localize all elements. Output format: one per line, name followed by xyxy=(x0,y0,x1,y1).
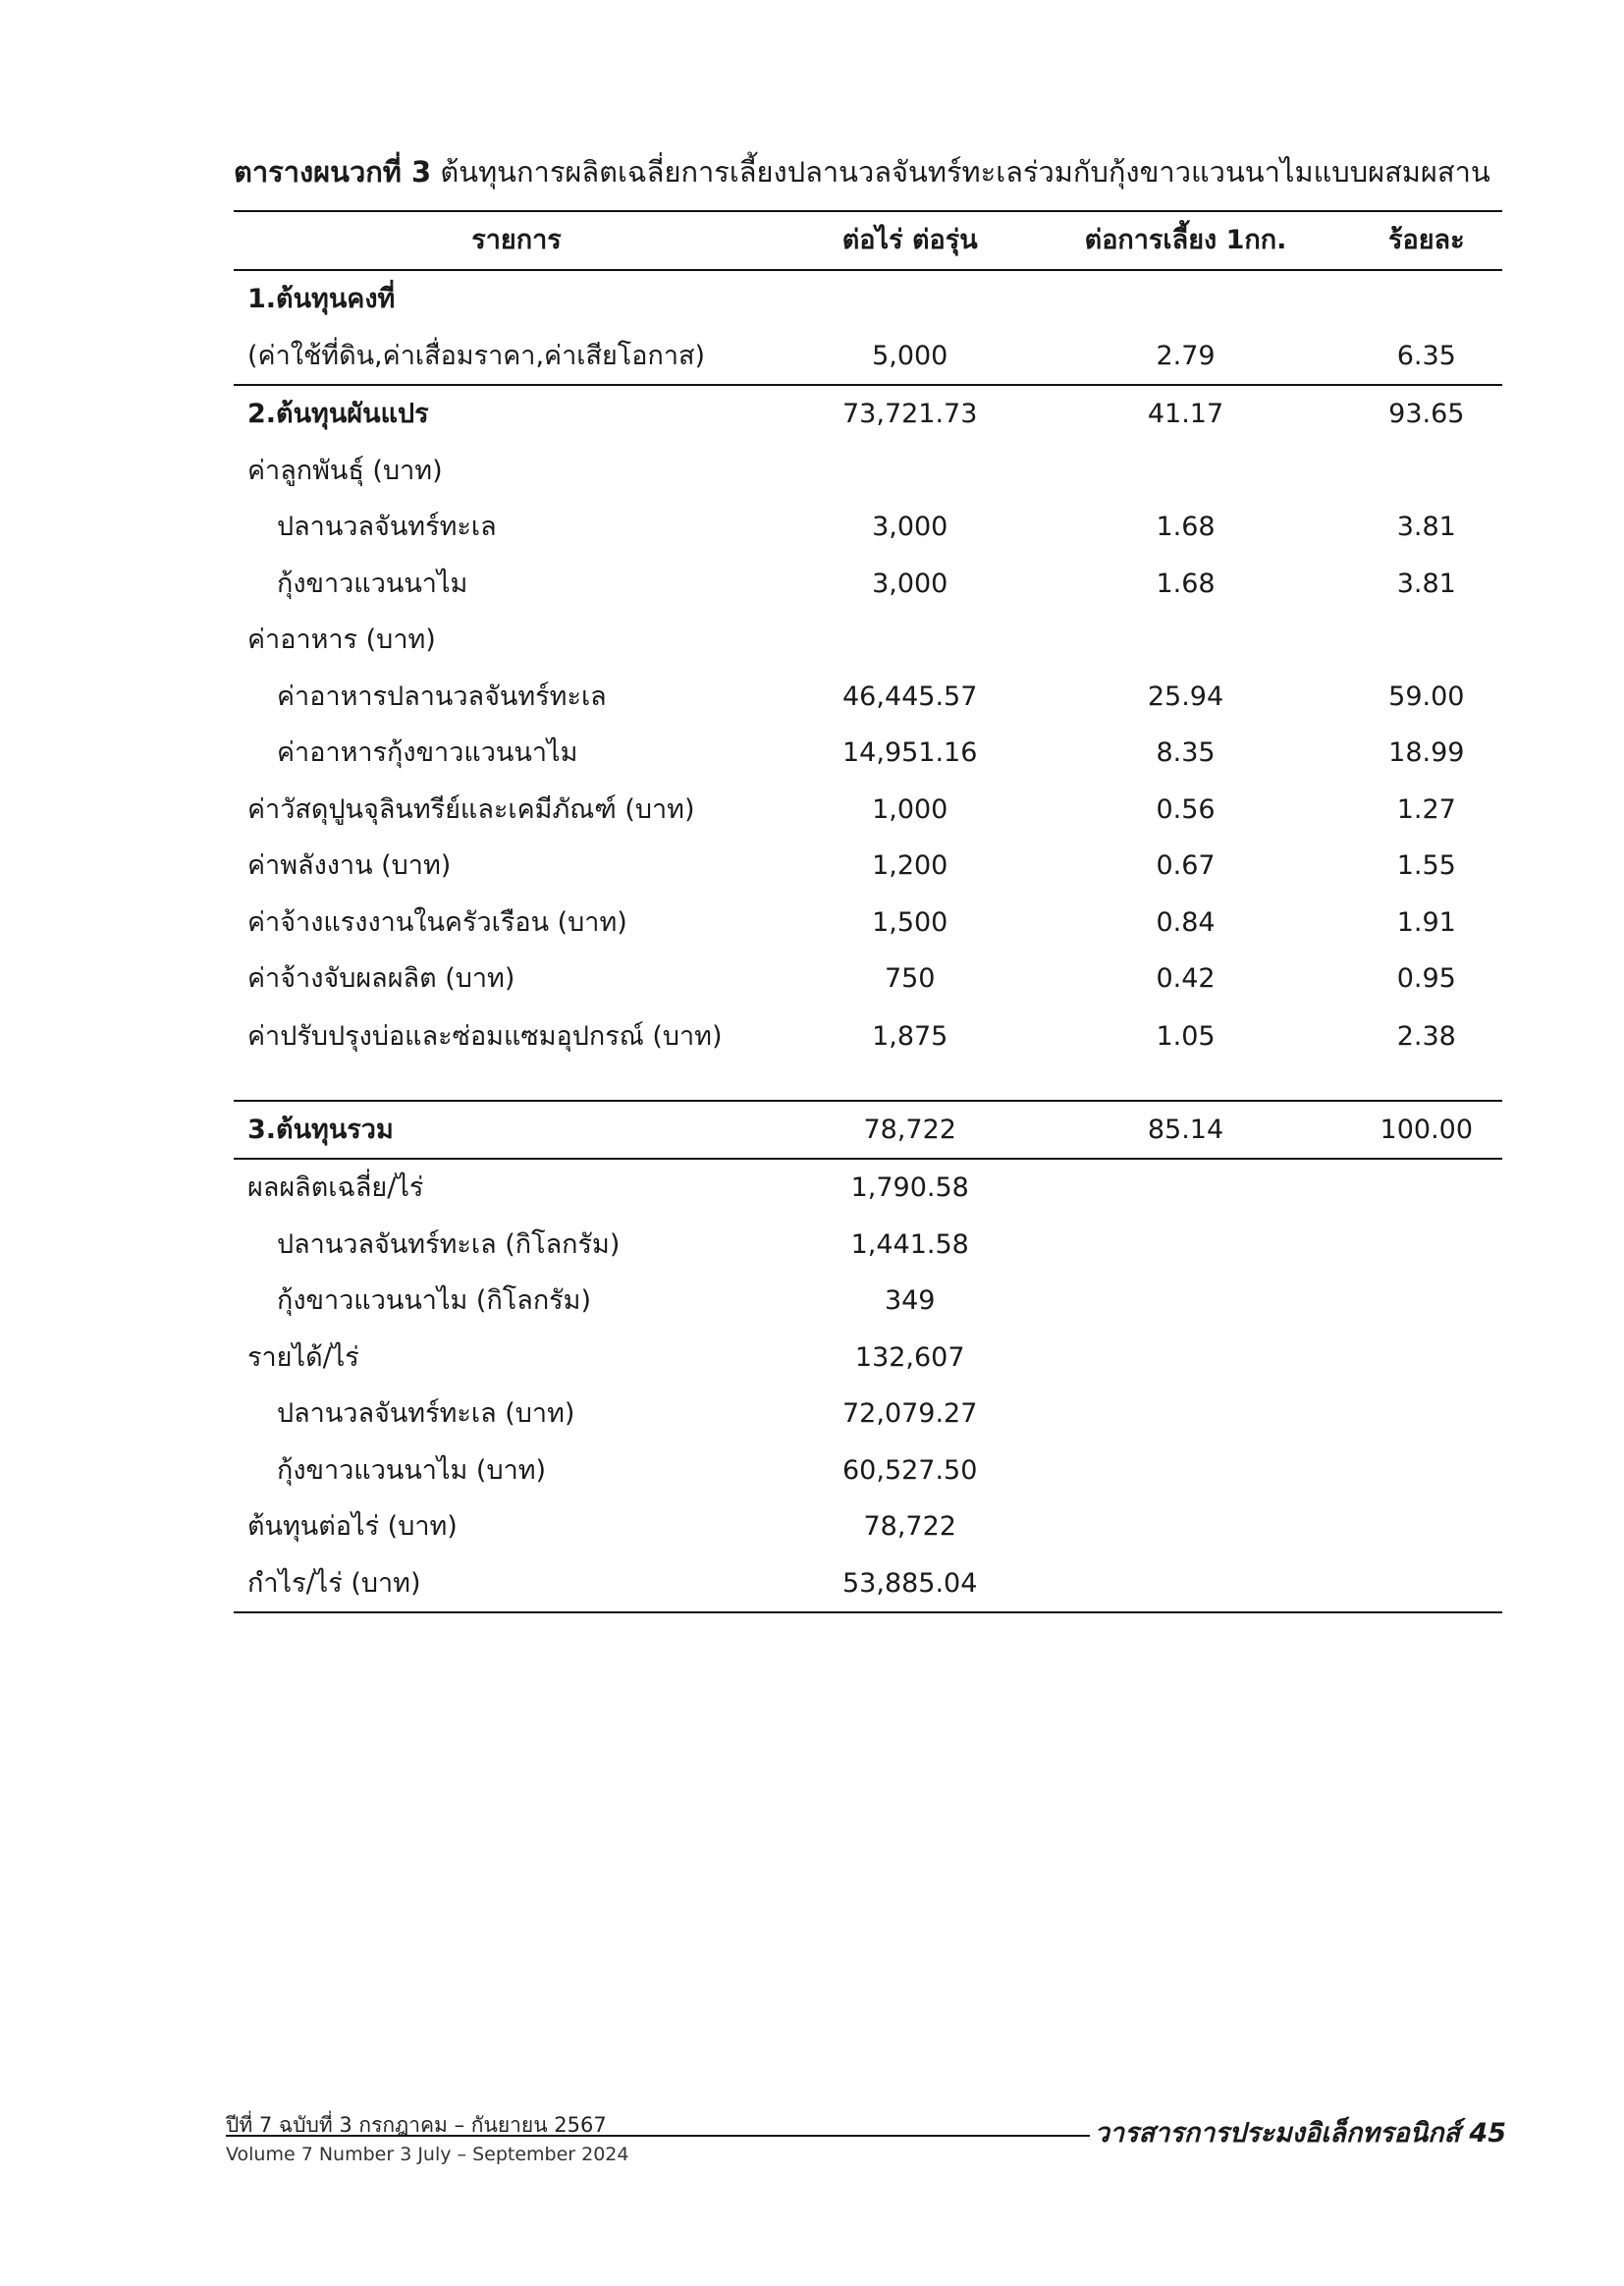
cell-per-kg xyxy=(1020,1273,1350,1330)
row-label: กุ้งขาวแวนนาไม xyxy=(277,568,468,599)
table-row xyxy=(234,499,1502,556)
cell-percent: 100.00 xyxy=(1380,1114,1474,1145)
row-label: ต้นทุนต่อไร่ (บาท) xyxy=(247,1511,458,1542)
table-row xyxy=(234,385,1502,443)
cell-percent xyxy=(1351,1159,1502,1217)
table-row xyxy=(234,612,1502,669)
table-header-row xyxy=(234,211,1502,270)
table-row xyxy=(234,838,1502,895)
cell-percent xyxy=(1351,1498,1502,1555)
table-row xyxy=(234,669,1502,726)
table-row xyxy=(234,556,1502,613)
section-fixed-cost xyxy=(234,270,1502,385)
table-row xyxy=(234,782,1502,839)
row-label: ผลผลิตเฉลี่ย/ไร่ xyxy=(247,1172,424,1203)
cell-per-kg xyxy=(1020,612,1350,669)
cell-percent: 3.81 xyxy=(1396,568,1456,599)
cell-per-kg xyxy=(1020,1217,1350,1274)
footer-journal xyxy=(1095,2111,1506,2153)
table-row xyxy=(234,1007,1502,1101)
row-label: กุ้งขาวแวนนาไม (กิโลกรัม) xyxy=(277,1285,592,1316)
header-percent: ร้อยละ xyxy=(1387,225,1465,256)
cell-percent: 3.81 xyxy=(1396,512,1456,542)
cell-per-kg xyxy=(1020,270,1350,328)
cell-per-kg: 0.42 xyxy=(1156,963,1216,994)
table-row xyxy=(234,1273,1502,1330)
cell-per-rai xyxy=(799,270,1020,328)
table-row xyxy=(234,1330,1502,1387)
table-row xyxy=(234,270,1502,328)
row-label: กุ้งขาวแวนนาไม (บาท) xyxy=(277,1454,547,1486)
row-label: 3.ต้นทุนรวม xyxy=(247,1114,394,1145)
table-row xyxy=(234,1555,1502,1613)
section-variable-cost xyxy=(234,385,1502,1101)
cell-per-kg: 0.56 xyxy=(1156,793,1216,825)
row-label: 1.ต้นทุนคงที่ xyxy=(247,284,396,314)
cell-percent xyxy=(1351,612,1502,669)
table-row xyxy=(234,1498,1502,1555)
cell-per-kg: 8.35 xyxy=(1156,737,1216,768)
cell-per-kg xyxy=(1020,1442,1350,1499)
table-row xyxy=(234,328,1502,386)
table-row xyxy=(234,443,1502,500)
cell-percent: 1.55 xyxy=(1396,850,1456,881)
cell-per-kg xyxy=(1020,1330,1350,1387)
row-label: ค่าลูกพันธุ์ (บาท) xyxy=(247,455,443,486)
cell-per-rai: 1,500 xyxy=(872,906,948,938)
row-label: ค่าจ้างแรงงานในครัวเรือน (บาท) xyxy=(247,906,627,938)
row-label: รายได้/ไร่ xyxy=(247,1341,359,1373)
cell-per-rai: 78,722 xyxy=(863,1511,956,1542)
cell-percent xyxy=(1351,1217,1502,1274)
cell-per-kg xyxy=(1020,1498,1350,1555)
cell-per-rai: 750 xyxy=(884,963,936,994)
header-per-kg: ต่อการเลี้ยง 1กก. xyxy=(1084,225,1287,256)
cell-per-kg: 85.14 xyxy=(1147,1114,1224,1145)
cell-per-rai: 1,790.58 xyxy=(850,1172,969,1203)
cell-percent: 6.35 xyxy=(1396,340,1456,371)
row-label: ค่าพลังงาน (บาท) xyxy=(247,850,452,881)
row-label: ปลานวลจันทร์ทะเล xyxy=(277,512,497,542)
cell-per-kg xyxy=(1020,1386,1350,1442)
row-label: ค่าอาหารกุ้งขาวแวนนาไม xyxy=(277,737,578,768)
cell-per-kg: 25.94 xyxy=(1147,680,1224,712)
cell-percent: 2.38 xyxy=(1396,1020,1456,1052)
cell-per-kg xyxy=(1020,1555,1350,1613)
cell-per-rai: 1,200 xyxy=(872,850,948,881)
cell-percent xyxy=(1351,443,1502,500)
cell-per-rai: 53,885.04 xyxy=(842,1567,978,1599)
table-row xyxy=(234,1217,1502,1274)
cell-per-kg: 41.17 xyxy=(1147,399,1224,429)
cell-percent: 93.65 xyxy=(1388,399,1465,429)
row-label: ค่าอาหารปลานวลจันทร์ทะเล xyxy=(277,680,607,712)
cell-per-rai: 60,527.50 xyxy=(842,1454,978,1486)
cell-per-rai: 3,000 xyxy=(872,568,948,599)
footer-issue-english: Volume 7 Number 3 July – September 2024 xyxy=(226,2144,629,2165)
row-label: ปลานวลจันทร์ทะเล (บาท) xyxy=(277,1398,575,1429)
cell-percent xyxy=(1351,1330,1502,1387)
cell-per-kg: 1.05 xyxy=(1156,1020,1216,1052)
cell-percent: 59.00 xyxy=(1388,680,1465,712)
row-label: ค่าวัสดุปูนจุลินทรีย์และเคมีภัณฑ์ (บาท) xyxy=(247,793,695,825)
cell-per-kg xyxy=(1020,443,1350,500)
cell-per-kg: 0.84 xyxy=(1156,906,1216,938)
cell-per-rai: 78,722 xyxy=(863,1114,956,1145)
caption-text: ต้นทุนการผลิตเฉลี่ยการเลี้ยงปลานวลจันทร์ทะเลร่วมกับกุ้งขาวแวนนาไมแบบผสมผสาน xyxy=(431,155,1490,189)
section-total-cost xyxy=(234,1101,1502,1160)
cell-per-rai xyxy=(799,443,1020,500)
row-label: ค่าอาหาร (บาท) xyxy=(247,625,436,655)
cell-per-rai: 5,000 xyxy=(872,340,948,371)
table-row xyxy=(234,1386,1502,1442)
row-label: ค่าปรับปรุงบ่อและซ่อมแซมอุปกรณ์ (บาท) xyxy=(247,1020,723,1052)
table-row xyxy=(234,1442,1502,1499)
caption-label: ตารางผนวกที่ 3 xyxy=(234,155,432,189)
row-label: 2.ต้นทุนผันแปร xyxy=(247,399,429,429)
table-caption xyxy=(234,147,1510,196)
cell-per-kg: 1.68 xyxy=(1156,568,1216,599)
cell-percent: 18.99 xyxy=(1388,737,1465,768)
cost-table xyxy=(234,210,1502,1613)
cell-per-rai: 1,875 xyxy=(872,1020,948,1052)
cell-percent: 0.95 xyxy=(1396,963,1456,994)
table-row xyxy=(234,951,1502,1007)
cell-per-rai: 1,441.58 xyxy=(850,1228,969,1260)
cell-percent xyxy=(1351,1555,1502,1613)
table-row xyxy=(234,895,1502,952)
footer-issue-thai: ปีที่ 7 ฉบับที่ 3 กรกฎาคม – กันยายน 2567 xyxy=(226,2113,607,2137)
cell-per-rai: 14,951.16 xyxy=(842,737,978,768)
cell-percent xyxy=(1351,270,1502,328)
cell-per-kg: 2.79 xyxy=(1156,340,1216,371)
cell-per-kg: 0.67 xyxy=(1156,850,1216,881)
header-item: รายการ xyxy=(471,225,562,256)
row-label: ปลานวลจันทร์ทะเล (กิโลกรัม) xyxy=(277,1228,621,1260)
cell-per-rai: 132,607 xyxy=(854,1341,965,1373)
journal-name: วารสารการประมงอิเล็กทรอนิกส์ xyxy=(1094,2118,1461,2149)
row-label: ค่าจ้างจับผลผลิต (บาท) xyxy=(247,963,515,994)
cell-per-rai: 72,079.27 xyxy=(842,1398,978,1429)
cell-percent xyxy=(1351,1273,1502,1330)
table-row xyxy=(234,1159,1502,1217)
header-per-rai: ต่อไร่ ต่อรุ่น xyxy=(841,225,978,256)
cell-per-rai xyxy=(799,612,1020,669)
cell-per-rai: 1,000 xyxy=(872,793,948,825)
row-label: (ค่าใช้ที่ดิน,ค่าเสื่อมราคา,ค่าเสียโอกาส) xyxy=(247,340,706,371)
page-number: 45 xyxy=(1469,2118,1506,2149)
cell-percent: 1.27 xyxy=(1396,793,1456,825)
cell-per-rai: 349 xyxy=(884,1285,936,1316)
cell-per-rai: 3,000 xyxy=(872,512,948,542)
cell-per-rai: 73,721.73 xyxy=(842,399,978,429)
cell-percent xyxy=(1351,1386,1502,1442)
cell-per-rai: 46,445.57 xyxy=(842,680,978,712)
cell-per-kg xyxy=(1020,1159,1350,1217)
cell-percent xyxy=(1351,1442,1502,1499)
table-row xyxy=(234,725,1502,782)
footer-divider xyxy=(226,2135,1090,2137)
cell-per-kg: 1.68 xyxy=(1156,512,1216,542)
row-label: กำไร/ไร่ (บาท) xyxy=(247,1567,421,1599)
table-row xyxy=(234,1101,1502,1160)
section-yield-income xyxy=(234,1159,1502,1612)
cell-percent: 1.91 xyxy=(1396,906,1456,938)
